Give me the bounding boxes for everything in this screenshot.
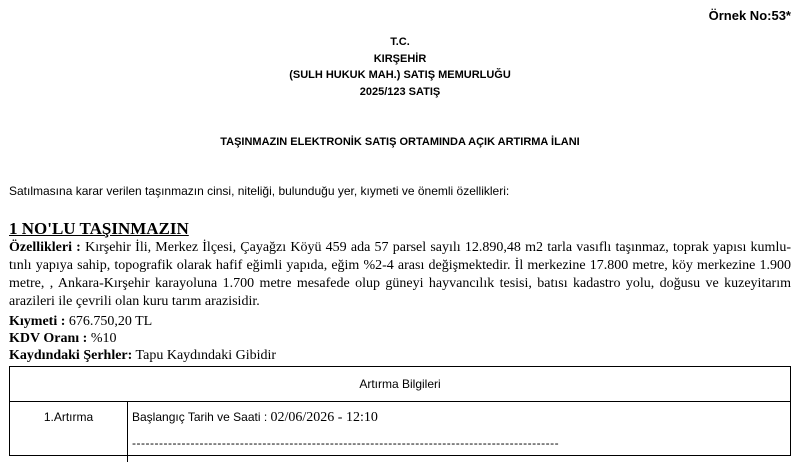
- property-heading: 1 NO'LU TAŞINMAZIN: [9, 219, 189, 238]
- value-label: Kıymeti :: [9, 314, 66, 329]
- property-description: [9, 239, 791, 311]
- header-line-1: T.C.: [390, 36, 410, 48]
- auction-table-header: Artırma Bilgileri: [10, 367, 790, 402]
- liens-label: Kaydındaki Şerhler:: [9, 348, 133, 363]
- header-line-3: (SULH HUKUK MAH.) SATIŞ MEMURLUĞU: [289, 69, 511, 81]
- header-line-2: KIRŞEHİR: [373, 52, 427, 65]
- notice-title: TAŞINMAZIN ELEKTRONİK SATIŞ ORTAMINDA AÇIK ARTIRMA İLANI: [220, 136, 580, 148]
- auction-details: [129, 402, 790, 462]
- features-text: Kırşehir İli, Merkez İlçesi, Çayağzı Köyü 459 ada 57 parsel sayılı 12.890,48 m2 tarla vasıflı taşınmaz, toprak yapısı kumlu-tınlı yapıya sahip, topografik olarak hafif eğimli yapıda, eğim %2-4 arası değişmektedir. İl merkezine 17.800 metre, köy merkezine 1.900 metre, , Ankara-Kırşehir karayoluna 1.700 metre mesafede olup güneyi hayvancılık tesisi, batısı kadastro yolu, doğusu ve kuzeyitarım arazileri ile çevrili olan kuru tarım arazisidir.: [9, 240, 792, 309]
- separator-dashes: -----------------------------------------------------------------------------------------------: [132, 436, 560, 450]
- start-label: Başlangıç Tarih ve Saati :: [132, 410, 268, 424]
- value-row: [9, 314, 152, 330]
- vat-rate: %10: [90, 331, 117, 346]
- vat-row: [9, 331, 116, 347]
- start-datetime: [132, 410, 790, 426]
- intro-text: Satılmasına karar verilen taşınmazın cinsi, niteliği, bulunduğu yer, kıymeti ve önemli özellikleri:: [9, 184, 510, 198]
- sample-number: Örnek No:53*: [708, 8, 791, 23]
- table-row: [10, 402, 790, 462]
- liens-value: Tapu Kaydındaki Gibidir: [135, 348, 277, 363]
- vat-label: KDV Oranı :: [9, 331, 88, 346]
- liens-row: [9, 348, 276, 364]
- auction-table: [9, 366, 791, 456]
- start-value: 02/06/2026 - 12:10: [270, 410, 378, 425]
- auction-round-label: 1.Artırma: [10, 402, 128, 462]
- value-amount: 676.750,20 TL: [68, 314, 153, 329]
- header-line-4: 2025/123 SATIŞ: [359, 85, 441, 98]
- court-header: [0, 34, 800, 100]
- features-label: Özellikleri :: [9, 240, 81, 255]
